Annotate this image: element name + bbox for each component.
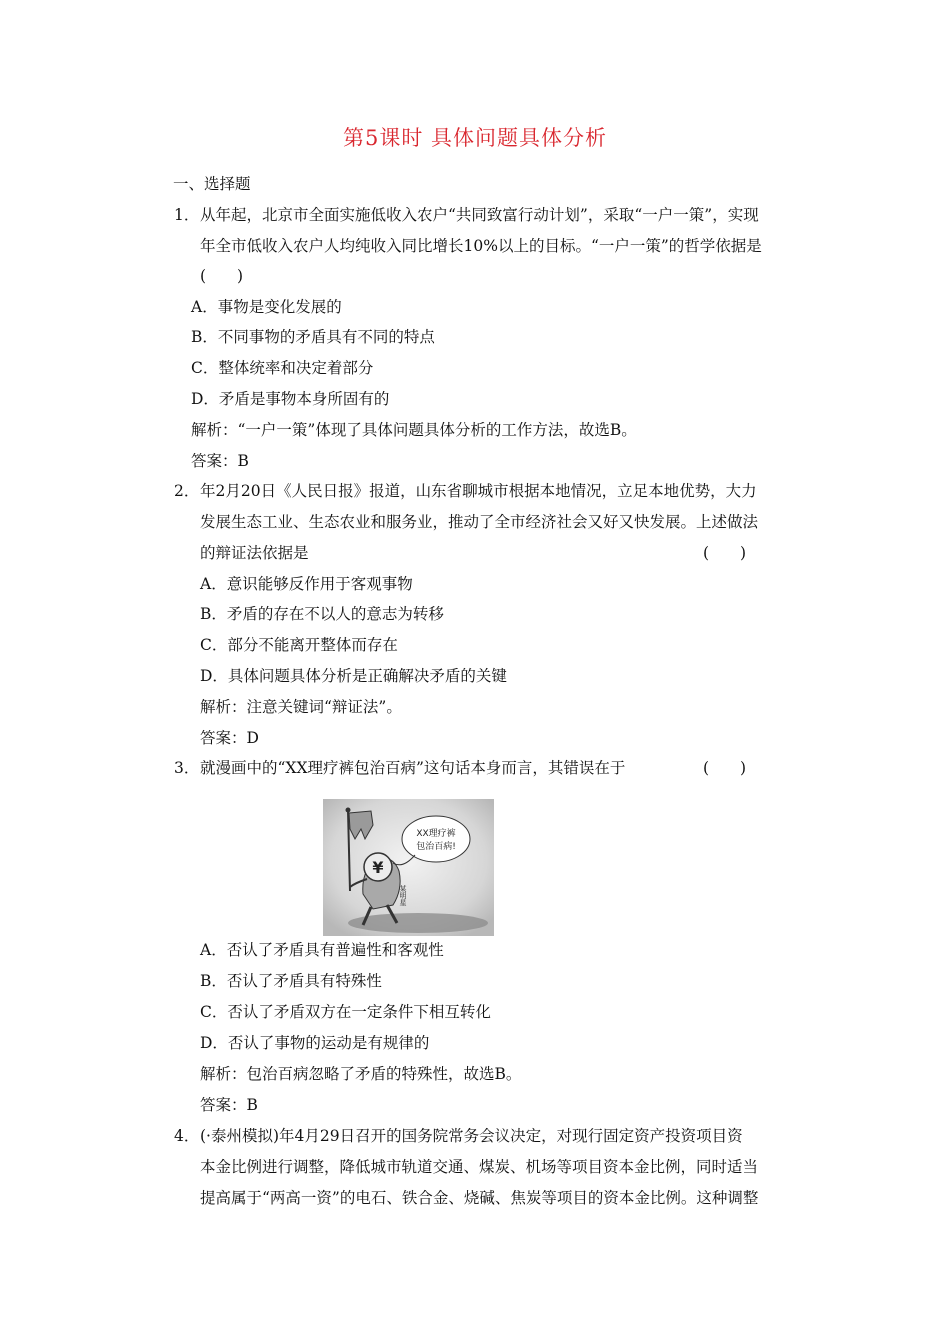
question-1-answer: 答案：B: [191, 452, 249, 470]
question-3-option-c: C．否认了矛盾双方在一定条件下相互转化: [200, 1003, 491, 1021]
question-number: 1．: [174, 206, 200, 224]
question-2-answer-blank: ( ): [703, 544, 747, 562]
question-2-line-1: 2．年2月20日《人民日报》报道，山东省聊城市根据本地情况，立足本地优势，大力: [174, 482, 757, 500]
question-2-option-a: A．意识能够反作用于客观事物: [200, 575, 413, 593]
question-1-option-b: B．不同事物的矛盾具有不同的特点: [191, 328, 435, 346]
question-number: 4．: [174, 1127, 200, 1145]
question-1-option-a: A．事物是变化发展的: [191, 298, 342, 316]
question-2-analysis: 解析：注意关键词“辩证法”。: [200, 698, 402, 716]
question-3-answer-blank: ( ): [703, 759, 747, 777]
question-3-analysis: 解析：包治百病忽略了矛盾的特殊性，故选B。: [200, 1065, 522, 1083]
question-1-option-d: D．矛盾是事物本身所固有的: [191, 390, 390, 408]
question-2-option-d: D．具体问题具体分析是正确解决矛盾的关键: [200, 667, 507, 685]
speech-bubble-line-1: XX理疗裤: [416, 829, 456, 839]
question-1-analysis: 解析：“一户一策”体现了具体问题具体分析的工作方法，故选B。: [191, 421, 637, 439]
question-3-line-1: 3．就漫画中的“XX理疗裤包治百病”这句话本身而言，其错误在于: [174, 759, 626, 777]
question-2-option-b: B．矛盾的存在不以人的意志为转移: [200, 605, 444, 623]
question-1-line-1: 1．从年起，北京市全面实施低收入农户“共同致富行动计划”，采取“一户一策”，实现: [174, 206, 759, 224]
page-title: 第5课时 具体问题具体分析: [342, 126, 608, 150]
cartoon-signature: 某明星: [399, 885, 407, 906]
question-2-line-2: 发展生态工业、生态农业和服务业，推动了全市经济社会又好又快发展。上述做法: [200, 513, 759, 531]
cartoon-image: [323, 799, 494, 936]
question-2-answer: 答案：D: [200, 729, 259, 747]
question-4-line-2: 本金比例进行调整，降低城市轨道交通、煤炭、机场等项目资本金比例，同时适当: [200, 1158, 759, 1176]
question-number: 2．: [174, 482, 200, 500]
question-1-line-2: 年全市低收入农户人均纯收入同比增长10%以上的目标。“一户一策”的哲学依据是: [200, 237, 762, 255]
section-heading: 一、选择题: [173, 175, 251, 193]
question-4-line-3: 提高属于“两高一资”的电石、铁合金、烧碱、焦炭等项目的资本金比例。这种调整: [200, 1189, 759, 1207]
question-3-option-d: D．否认了事物的运动是有规律的: [200, 1034, 430, 1052]
question-3-answer: 答案：B: [200, 1096, 258, 1114]
question-3-option-a: A．否认了矛盾具有普遍性和客观性: [200, 941, 444, 959]
question-3-option-b: B．否认了矛盾具有特殊性: [200, 972, 382, 990]
question-1-line-3: ( ): [200, 267, 244, 285]
coin-symbol: ¥: [372, 858, 384, 877]
question-1-option-c: C．整体统率和决定着部分: [191, 359, 374, 377]
question-2-line-3: 的辩证法依据是: [200, 544, 309, 562]
question-number: 3．: [174, 759, 200, 777]
question-4-line-1: 4．(·泰州模拟)年4月29日召开的国务院常务会议决定，对现行固定资产投资项目资: [174, 1127, 743, 1145]
question-2-option-c: C．部分不能离开整体而存在: [200, 636, 398, 654]
speech-bubble-line-2: 包治百病!: [416, 842, 456, 852]
